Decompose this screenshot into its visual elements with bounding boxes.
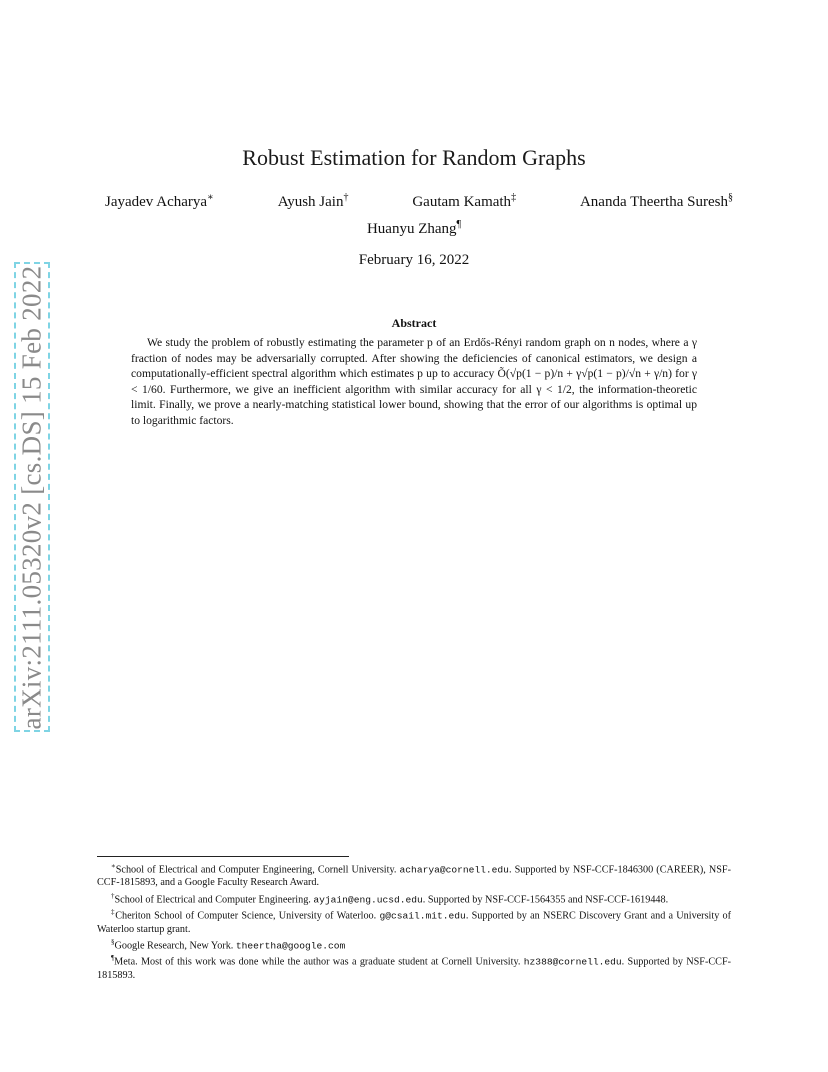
footnotes xyxy=(97,860,731,982)
abstract-heading: Abstract xyxy=(391,316,437,330)
abstract-text: We study the problem of robustly estimating the parameter p of an Erdős-Rényi random graph on n nodes, where a γ fraction of nodes may be adversarially corrupted. After showing the deficiencies of canonical estimators, we design a computationally-efficient spectral algorithm which estimates p up to accuracy Õ(√p(1 − p)/n + γ√p(1 − p)/√n + γ/n) for γ < 1/60. Furthermore, we give an inefficient algorithm with similar accuracy for all γ < 1/2, the information-theoretic limit. Finally, we prove a nearly-matching statistical lower bound, showing that the error of our algorithms is optimal up to logarithmic factors. xyxy=(131,336,697,427)
email-link[interactable]: hz388@cornell.edu xyxy=(523,956,622,968)
arxiv-stamp xyxy=(14,262,50,732)
author: Ayush Jain† xyxy=(277,192,349,210)
author: Jayadev Acharya∗ xyxy=(105,192,214,210)
footnote: ∗School of Electrical and Computer Engineering, Cornell University. acharya@cornell.edu. Supported by NSF-CCF-1846300 (CAREER), NSF-CCF-1815893, and a Google Faculty Research Award. xyxy=(97,862,731,889)
author: Gautam Kamath‡ xyxy=(412,192,517,210)
author-list xyxy=(105,192,733,211)
email-link[interactable]: g@csail.mit.edu xyxy=(379,910,466,922)
arxiv-identifier: arXiv:2111.05320v2 [cs.DS] 15 Feb 2022 xyxy=(16,265,47,729)
email-link[interactable]: theertha@google.com xyxy=(235,940,346,952)
footnote: §Google Research, New York. theertha@google.com xyxy=(111,937,346,952)
email-link[interactable]: ayjain@eng.ucsd.edu xyxy=(313,893,423,905)
email-link[interactable]: acharya@cornell.edu xyxy=(399,864,509,876)
paper-title: Robust Estimation for Random Graphs xyxy=(242,145,586,170)
author: Ananda Theertha Suresh§ xyxy=(579,192,733,210)
paper-date: February 16, 2022 xyxy=(358,252,470,268)
footnote-divider xyxy=(97,856,349,857)
footnote: †School of Electrical and Computer Engineering. ayjain@eng.ucsd.edu. Supported by NSF-CCF-1564355 and NSF-CCF-1619448. xyxy=(111,891,669,905)
author: Huanyu Zhang¶ xyxy=(366,219,462,237)
footnote: ‡Cheriton School of Computer Science, University of Waterloo. g@csail.mit.edu. Supported by an NSERC Discovery Grant and a University of Waterloo startup grant. xyxy=(97,908,732,935)
footnote: ¶Meta. Most of this work was done while the author was a graduate student at Cornell University. hz388@cornell.edu. Supported by NSF-CCF-1815893. xyxy=(97,954,732,981)
